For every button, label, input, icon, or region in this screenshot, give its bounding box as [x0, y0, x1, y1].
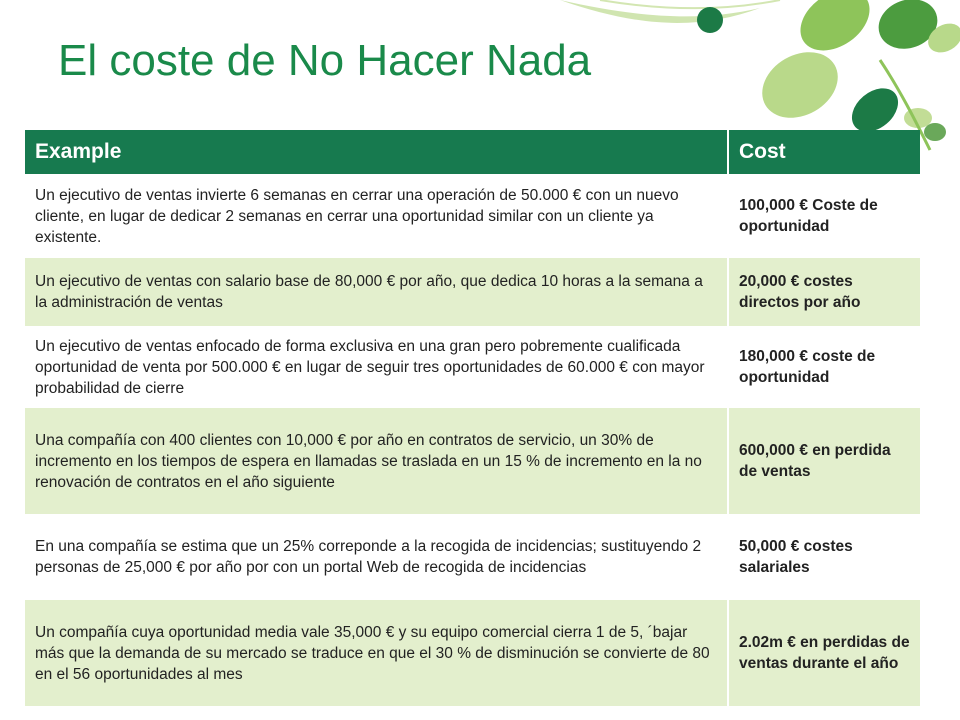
- cost-cell: 50,000 € costes salariales: [739, 538, 853, 576]
- leaf-shapes: [560, 0, 960, 150]
- page-title: El coste de No Hacer Nada: [58, 36, 592, 85]
- header-cost: Cost: [728, 130, 920, 174]
- example-cell: Un ejecutivo de ventas invierte 6 semanas en cerrar una operación de 50.000 € con un nuevo cliente, en lugar de dedicar 2 semanas en cerrar una oportunidad similar con un cliente ya existente.: [25, 174, 728, 258]
- table-row: [25, 258, 920, 326]
- cost-cell: 20,000 € costes directos por año: [728, 258, 920, 326]
- table-row: [25, 408, 920, 514]
- header-example: Example: [25, 130, 728, 174]
- example-cell: Un compañía cuya oportunidad media vale 35,000 € y su equipo comercial cierra 1 de 5, ´bajar más que la demanda de su mercado se traduce en que el 30 % de disminución se convierte de 80 en el 56 oportunidades al mes: [25, 600, 728, 706]
- table-row: [25, 514, 920, 600]
- cost-cell: 100,000 € Coste de oportunidad: [739, 197, 878, 235]
- table-row: [25, 174, 920, 258]
- table-header-row: [25, 130, 920, 174]
- cost-table: [25, 130, 920, 706]
- table-row: [25, 326, 920, 408]
- example-cell: Una compañía con 400 clientes con 10,000 € por año en contratos de servicio, un 30% de incremento en los tiempos de espera en llamadas se traslada en un 15 % de incremento en la no renovación de contratos en el año siguiente: [25, 408, 728, 514]
- table-row: [25, 600, 920, 706]
- cost-cell: 180,000 € coste de oportunidad: [739, 348, 876, 386]
- example-cell: Un ejecutivo de ventas con salario base de 80,000 € por año, que dedica 10 horas a la semana a la administración de ventas: [25, 258, 728, 326]
- cost-cell: 600,000 € en perdida de ventas: [728, 408, 920, 514]
- example-cell: En una compañía se estima que un 25% correponde a la recogida de incidencias; sustituyendo 2 personas de 25,000 € por año por con un portal Web de recogida de incidencias: [25, 514, 728, 600]
- example-cell: Un ejecutivo de ventas enfocado de forma exclusiva en una gran pero pobremente cualificada oportunidad de venta por 500.000 € en lugar de seguir tres oportunidades de 60.000 € con mayor probabilidad de cierre: [25, 326, 728, 408]
- cost-cell: 2.02m € en perdidas de ventas durante el año: [728, 600, 920, 706]
